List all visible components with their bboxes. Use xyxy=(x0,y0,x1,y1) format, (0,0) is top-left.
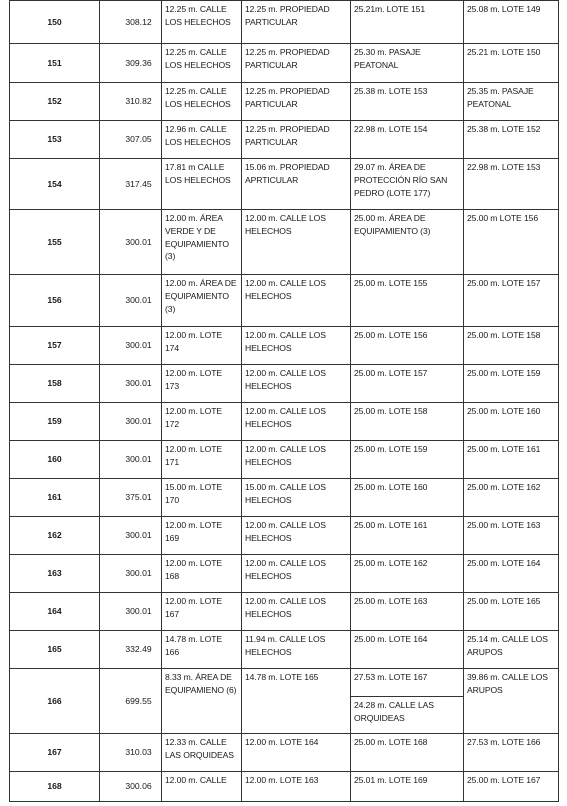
lot-number: 165 xyxy=(10,631,100,669)
lot-area: 300.06 xyxy=(100,772,162,802)
boundary-left: 25.00 m LOTE 156 xyxy=(464,210,559,275)
table-row xyxy=(10,555,559,593)
boundary-left: 25.00 m. LOTE 160 xyxy=(464,403,559,441)
lot-number: 152 xyxy=(10,83,100,121)
boundary-right-secondary: 24.28 m. CALLE LAS ORQUIDEAS xyxy=(351,697,464,734)
boundary-front: 12.00 m. ÁREA DE EQUIPAMIENTO (3) xyxy=(162,275,242,327)
boundary-front: 12.00 m. LOTE 168 xyxy=(162,555,242,593)
lot-area: 310.82 xyxy=(100,83,162,121)
lot-number: 155 xyxy=(10,210,100,275)
table-row xyxy=(10,669,559,697)
lot-number: 160 xyxy=(10,441,100,479)
table-row xyxy=(10,772,559,802)
lot-area: 332.49 xyxy=(100,631,162,669)
boundary-right: 25.21m. LOTE 151 xyxy=(351,1,464,44)
boundary-front: 15.00 m. LOTE 170 xyxy=(162,479,242,517)
boundary-back: 12.25 m. PROPIEDAD PARTICULAR xyxy=(242,83,351,121)
boundary-back: 12.00 m. CALLE LOS HELECHOS xyxy=(242,441,351,479)
boundary-right: 25.00 m. LOTE 164 xyxy=(351,631,464,669)
table-row xyxy=(10,365,559,403)
boundary-front: 12.25 m. CALLE LOS HELECHOS xyxy=(162,44,242,83)
lot-area: 300.01 xyxy=(100,441,162,479)
boundary-back: 14.78 m. LOTE 165 xyxy=(242,669,351,734)
table-row xyxy=(10,159,559,210)
boundary-right: 29.07 m. ÁREA DE PROTECCIÓN RÍO SAN PEDRO (LOTE 177) xyxy=(351,159,464,210)
boundary-back: 12.00 m. CALLE LOS HELECHOS xyxy=(242,517,351,555)
boundary-front: 12.00 m. LOTE 173 xyxy=(162,365,242,403)
boundary-left: 25.00 m. LOTE 165 xyxy=(464,593,559,631)
table-row xyxy=(10,517,559,555)
boundary-front: 12.96 m. CALLE LOS HELECHOS xyxy=(162,121,242,159)
boundary-left: 25.00 m. LOTE 158 xyxy=(464,327,559,365)
boundary-front: 12.00 m. LOTE 167 xyxy=(162,593,242,631)
boundary-front: 12.00 m. ÁREA VERDE Y DE EQUIPAMIENTO (3) xyxy=(162,210,242,275)
boundary-right: 25.01 m. LOTE 169 xyxy=(351,772,464,802)
lot-number: 167 xyxy=(10,734,100,772)
lot-area: 310.03 xyxy=(100,734,162,772)
boundary-right: 25.00 m. ÁREA DE EQUIPAMIENTO (3) xyxy=(351,210,464,275)
boundary-front: 12.00 m. LOTE 171 xyxy=(162,441,242,479)
lot-area: 300.01 xyxy=(100,327,162,365)
boundary-left: 25.00 m. LOTE 162 xyxy=(464,479,559,517)
lot-area: 300.01 xyxy=(100,593,162,631)
boundary-back: 12.25 m. PROPIEDAD PARTICULAR xyxy=(242,121,351,159)
boundary-back: 12.00 m. CALLE LOS HELECHOS xyxy=(242,365,351,403)
boundary-back: 12.00 m. CALLE LOS HELECHOS xyxy=(242,327,351,365)
lot-area: 300.01 xyxy=(100,555,162,593)
boundary-right: 27.53 m. LOTE 167 xyxy=(351,669,464,697)
boundary-back: 12.00 m. CALLE LOS HELECHOS xyxy=(242,210,351,275)
boundary-front: 12.00 m. LOTE 169 xyxy=(162,517,242,555)
boundary-back: 12.25 m. PROPIEDAD PARTICULAR xyxy=(242,1,351,44)
table-row xyxy=(10,479,559,517)
boundary-front: 12.25 m. CALLE LOS HELECHOS xyxy=(162,83,242,121)
boundary-right: 25.00 m. LOTE 156 xyxy=(351,327,464,365)
table-row xyxy=(10,734,559,772)
boundary-right: 25.00 m. LOTE 155 xyxy=(351,275,464,327)
lot-area: 300.01 xyxy=(100,517,162,555)
lot-area: 308.12 xyxy=(100,1,162,44)
lot-number: 154 xyxy=(10,159,100,210)
lot-number: 162 xyxy=(10,517,100,555)
boundary-right: 25.00 m. LOTE 160 xyxy=(351,479,464,517)
lot-area: 300.01 xyxy=(100,365,162,403)
boundary-left: 25.00 m. LOTE 157 xyxy=(464,275,559,327)
boundary-back: 12.00 m. LOTE 164 xyxy=(242,734,351,772)
boundary-back: 11.94 m. CALLE LOS HELECHOS xyxy=(242,631,351,669)
boundary-right: 25.00 m. LOTE 162 xyxy=(351,555,464,593)
boundary-back: 12.25 m. PROPIEDAD PARTICULAR xyxy=(242,44,351,83)
lot-area: 300.01 xyxy=(100,210,162,275)
boundary-front: 8.33 m. ÁREA DE EQUIPAMIENO (6) xyxy=(162,669,242,734)
table-row xyxy=(10,83,559,121)
lot-number: 156 xyxy=(10,275,100,327)
boundary-left: 25.00 m. LOTE 167 xyxy=(464,772,559,802)
boundary-right: 25.38 m. LOTE 153 xyxy=(351,83,464,121)
lot-number: 166 xyxy=(10,669,100,734)
table-row xyxy=(10,1,559,44)
boundary-left: 39.86 m. CALLE LOS ARUPOS xyxy=(464,669,559,734)
boundary-back: 12.00 m. CALLE LOS HELECHOS xyxy=(242,555,351,593)
lot-number: 150 xyxy=(10,1,100,44)
boundary-left: 25.00 m. LOTE 163 xyxy=(464,517,559,555)
boundary-front: 14.78 m. LOTE 166 xyxy=(162,631,242,669)
boundary-front: 12.25 m. CALLE LOS HELECHOS xyxy=(162,1,242,44)
table-row xyxy=(10,441,559,479)
boundary-right: 25.00 m. LOTE 168 xyxy=(351,734,464,772)
boundary-back: 15.00 m. CALLE LOS HELECHOS xyxy=(242,479,351,517)
boundary-front: 17.81 m CALLE LOS HELECHOS xyxy=(162,159,242,210)
table-row xyxy=(10,403,559,441)
lot-number: 163 xyxy=(10,555,100,593)
lot-number: 164 xyxy=(10,593,100,631)
lot-area: 699.55 xyxy=(100,669,162,734)
lot-area: 375.01 xyxy=(100,479,162,517)
table-row xyxy=(10,593,559,631)
boundary-right: 25.00 m. LOTE 163 xyxy=(351,593,464,631)
lot-area: 309.36 xyxy=(100,44,162,83)
table-row xyxy=(10,121,559,159)
boundary-left: 25.21 m. LOTE 150 xyxy=(464,44,559,83)
table-row xyxy=(10,275,559,327)
table-row xyxy=(10,210,559,275)
boundary-back: 12.00 m. CALLE LOS HELECHOS xyxy=(242,593,351,631)
boundary-back: 12.00 m. CALLE LOS HELECHOS xyxy=(242,275,351,327)
boundary-left: 25.00 m. LOTE 161 xyxy=(464,441,559,479)
boundary-right: 25.00 m. LOTE 157 xyxy=(351,365,464,403)
boundary-right: 25.00 m. LOTE 159 xyxy=(351,441,464,479)
boundary-right: 25.00 m. LOTE 158 xyxy=(351,403,464,441)
lot-area: 317.45 xyxy=(100,159,162,210)
boundary-left: 25.00 m. LOTE 164 xyxy=(464,555,559,593)
lot-number: 158 xyxy=(10,365,100,403)
boundary-left: 25.38 m. LOTE 152 xyxy=(464,121,559,159)
lot-boundaries-table xyxy=(9,0,559,802)
boundary-left: 25.14 m. CALLE LOS ARUPOS xyxy=(464,631,559,669)
boundary-back: 12.00 m. CALLE LOS HELECHOS xyxy=(242,403,351,441)
boundary-front: 12.33 m. CALLE LAS ORQUIDEAS xyxy=(162,734,242,772)
boundary-back: 15.06 m. PROPIEDAD APRTICULAR xyxy=(242,159,351,210)
boundary-right: 25.30 m. PASAJE PEATONAL xyxy=(351,44,464,83)
lot-number: 159 xyxy=(10,403,100,441)
boundary-front: 12.00 m. LOTE 174 xyxy=(162,327,242,365)
boundary-right: 25.00 m. LOTE 161 xyxy=(351,517,464,555)
table-row xyxy=(10,44,559,83)
boundary-right: 22.98 m. LOTE 154 xyxy=(351,121,464,159)
lot-number: 161 xyxy=(10,479,100,517)
lot-number: 168 xyxy=(10,772,100,802)
boundary-left: 22.98 m. LOTE 153 xyxy=(464,159,559,210)
lot-area: 300.01 xyxy=(100,403,162,441)
lot-number: 153 xyxy=(10,121,100,159)
boundary-front: 12.00 m. CALLE xyxy=(162,772,242,802)
boundary-left: 25.00 m. LOTE 159 xyxy=(464,365,559,403)
table-row xyxy=(10,327,559,365)
lot-number: 151 xyxy=(10,44,100,83)
boundary-left: 25.35 m. PASAJE PEATONAL xyxy=(464,83,559,121)
table-row xyxy=(10,631,559,669)
lot-number: 157 xyxy=(10,327,100,365)
boundary-back: 12.00 m. LOTE 163 xyxy=(242,772,351,802)
boundary-left: 27.53 m. LOTE 166 xyxy=(464,734,559,772)
lot-area: 300.01 xyxy=(100,275,162,327)
lot-area: 307.05 xyxy=(100,121,162,159)
boundary-front: 12.00 m. LOTE 172 xyxy=(162,403,242,441)
boundary-left: 25.08 m. LOTE 149 xyxy=(464,1,559,44)
